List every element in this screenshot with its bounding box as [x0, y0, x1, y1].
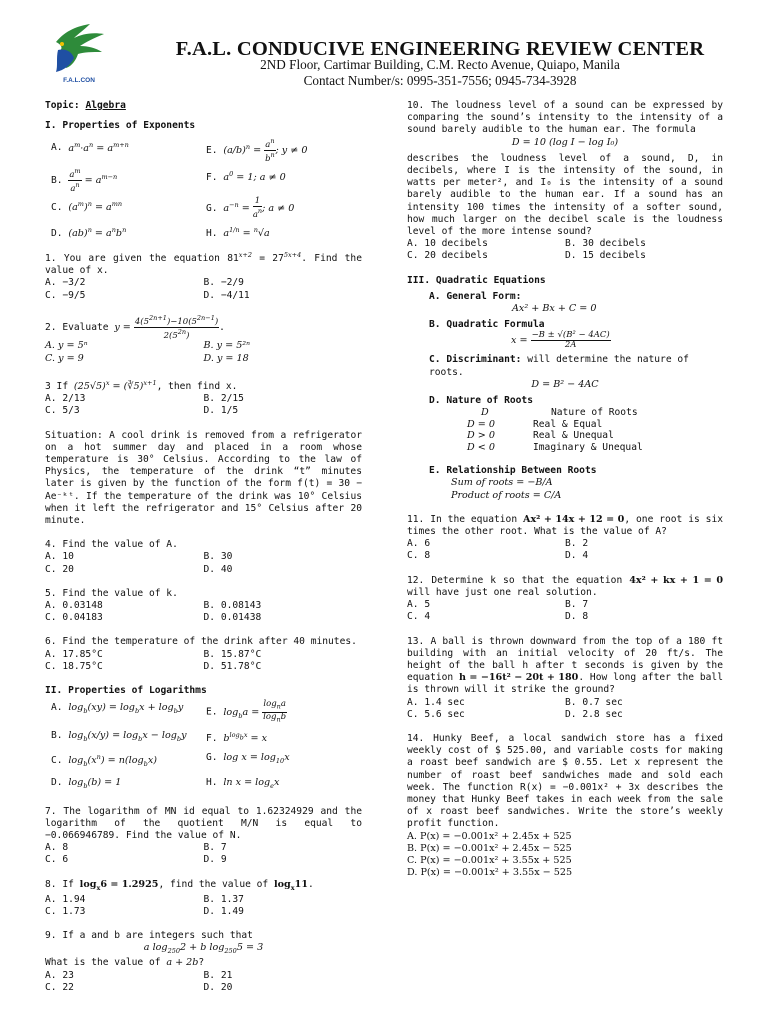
q14-options	[407, 831, 723, 880]
log-rule-g: G. $\log x = \log_{10}x$	[206, 751, 290, 765]
question-13: 13. A ball is thrown downward from the top of a 180 ft building with an initial velocity of 20 ft/s. The height of the ball h after t seconds is given by the equation h = −16t² − 20t + 180. How long after the ball is thrown will it strike the ground?	[407, 635, 723, 696]
option: B. 1.37	[203, 893, 244, 905]
option: B. −2/9	[203, 277, 244, 289]
option: B. 30	[203, 551, 233, 563]
log-rule-f: F. $b^{log_bx} = x$	[206, 730, 268, 744]
rule-c: C. $(a^m)^n = a^{mn}$	[51, 199, 123, 213]
question-7: 7. The logarithm of MN id equal to 1.62324929 and the logarithm of the quotient M/N is equal to −0.066946789. Find the value of N.	[45, 805, 362, 841]
logo-text: F.A.L.CON	[63, 77, 95, 84]
question-8: 8. If $\log_x6 = 1.2925$, find the value of $\log_x11$.	[45, 878, 314, 892]
question-10: 10. The loudness level of a sound can be expressed by comparing the sound’s intensity to the intensity of a sound barely audible to the human ear. The formula	[407, 100, 723, 136]
product-of-roots: Product of roots = C/A	[451, 489, 562, 501]
q3-options	[45, 393, 362, 417]
option: B. 2/15	[203, 393, 244, 405]
rule-b: B. $\frac{a^m}{a^n}$ = $a^{m-n}$	[51, 167, 118, 194]
exponent-rules	[45, 137, 362, 240]
q11-options	[407, 538, 723, 562]
org-name: F.A.L. CONDUCIVE ENGINEERING REVIEW CENTER	[175, 38, 705, 60]
option: D. 40	[203, 563, 233, 575]
rule-a: A. $a^m\cdot a^n = a^{m+n}$	[51, 140, 129, 154]
right-column	[407, 100, 723, 879]
option: A. 23	[45, 969, 74, 981]
org-address	[150, 57, 730, 88]
rule-g: G. $a^{-n}$ = $\frac{1}{a^n}$ ; a ≠ 0	[206, 195, 295, 220]
option: D. 15 decibels	[565, 250, 646, 262]
option: C. −9/5	[45, 289, 86, 301]
option: C. 4	[407, 611, 431, 623]
log-rule-c: C. $\log_b(x^n) = n(\log_bx)$	[51, 752, 157, 768]
eagle-logo-icon	[48, 22, 110, 88]
option: D. −4/11	[203, 289, 250, 301]
option: C. 5/3	[45, 405, 80, 417]
quadratic-formula: x = $\frac{\text{−B ± √(B² − 4AC)}}{2A}$	[511, 330, 610, 351]
option: A. P(x) = −0.001x² + 2.45x + 525	[407, 830, 572, 842]
option: A. −3/2	[45, 277, 86, 289]
option: C. P(x) = −0.001x² + 3.55x + 525	[407, 854, 572, 866]
situation-text: Situation: A cool drink is removed from a refrigerator on a hot summer day and placed in a room whose temperature is 30° Celsius. According to the law of Physics, the temperature of the drink “t” minutes later is given by the function of the form f(t) = 30 − Ae⁻ᵏᵗ. If the temperature of the drink was 10° Celsius when it left the refrigerator and 15° Celsius after 20 minute.	[45, 429, 362, 527]
q9-options	[45, 970, 362, 994]
option: D. y = 18	[203, 352, 249, 364]
rule-h: H. $a^{1/n} = ^n√a$	[206, 225, 270, 239]
address-line: 2ND Floor, Cartimar Building, C.M. Recto Avenue, Quiapo, Manila	[260, 57, 620, 72]
nature-head: Nature of Roots	[551, 407, 638, 419]
option: B. 2	[565, 538, 589, 550]
option: A. 10 decibels	[407, 238, 488, 250]
option: A. 1.94	[45, 893, 86, 905]
question-9: 9. If a and b are integers such that	[45, 930, 253, 942]
option: B. 7	[203, 842, 227, 854]
option: C. 5.6 sec	[407, 708, 465, 720]
q10-body: describes the loudness level of a sound, D, in decibels, where I is the intensity of the sound, in watts per meter², and I₀ is the intensity of a sound barely audible to the human ear. If a sound has an intensity 100 times the intensity of a softer sound, how much larger on the decibel scale is the loudness level of the more intense sound?	[407, 152, 723, 238]
nature-cond: D < 0	[467, 441, 495, 453]
quadratic-formula-label: B. Quadratic Formula	[429, 319, 545, 331]
option: D. 9	[203, 854, 227, 866]
option: B. 0.08143	[203, 600, 262, 612]
discriminant-formula: D = B² − 4AC	[531, 378, 599, 390]
q8-options	[45, 894, 362, 918]
option: A. y = 5ⁿ	[45, 340, 88, 352]
nature-desc: Real & Unequal	[533, 430, 614, 442]
question-6: 6. Find the temperature of the drink after 40 minutes.	[45, 636, 357, 648]
q7-options	[45, 842, 362, 866]
log-rule-d: D. $\log_b(b) = 1$	[51, 776, 122, 790]
option: C. 1.73	[45, 905, 86, 917]
left-column	[45, 100, 362, 994]
log-rule-h: H. $\ln x = \log_ex$	[206, 776, 280, 790]
rule-d: D. $(ab)^n = a^nb^n$	[51, 225, 127, 239]
nature-desc: Imaginary & Unequal	[533, 441, 643, 453]
option: B. 30 decibels	[565, 238, 646, 250]
option: A. 1.4 sec	[407, 696, 465, 708]
question-5: 5. Find the value of k.	[45, 587, 178, 599]
general-form: Ax² + Bx + C = 0	[512, 303, 597, 315]
question-4: 4. Find the value of A.	[45, 539, 178, 551]
question-2: 2. Evaluate y = $\frac{4(5^{2n+1})-10(5^{2n-1})}{2(5^{2n})}$ .	[45, 313, 225, 341]
topic-label: Topic:	[45, 100, 80, 111]
option: B. P(x) = −0.001x² + 2.45x − 525	[407, 842, 572, 854]
option: D. 51.78°C	[203, 660, 262, 672]
option: C. 6	[45, 854, 69, 866]
log-rules	[45, 700, 362, 793]
option: C. 8	[407, 550, 431, 562]
option: A. 17.85°C	[45, 648, 103, 660]
topic-value: Algebra	[85, 100, 126, 111]
option: A. 5	[407, 599, 431, 611]
relationship-label: E. Relationship Between Roots	[429, 465, 597, 477]
option: C. y = 9	[45, 352, 84, 364]
q10-options	[407, 238, 723, 262]
q1-options	[45, 277, 362, 301]
topic-line	[45, 100, 362, 112]
question-11: 11. In the equation Ax² + 14x + 12 = 0, one root is six times the other root. What is the value of A?	[407, 513, 724, 538]
option: A. 2/13	[45, 393, 86, 405]
q13-options	[407, 697, 723, 721]
contact-line: Contact Number/s: 0995-351-7556; 0945-734-3928	[303, 72, 577, 88]
discriminant-text: C. Discriminant: will determine the nature of roots.	[429, 354, 689, 378]
letterhead	[0, 0, 768, 98]
option: C. 20 decibels	[407, 250, 488, 262]
option: B. 7	[565, 599, 589, 611]
q10-formula: D = 10 (log I − log I₀)	[511, 136, 619, 148]
nature-cond: D > 0	[467, 430, 495, 442]
question-3: 3 If $(25√5)^x$ = (∛5)$^{x+1}$, then find x.	[45, 378, 238, 392]
nature-desc: Real & Equal	[533, 418, 603, 430]
q5-options	[45, 600, 362, 624]
option: D. 1.49	[203, 905, 244, 917]
q4-options	[45, 551, 362, 575]
nature-label: D. Nature of Roots	[429, 395, 533, 407]
q6-options	[45, 649, 362, 673]
option: B. y = 5²ⁿ	[203, 340, 251, 352]
option: C. 18.75°C	[45, 660, 103, 672]
nature-table	[407, 407, 723, 453]
option: D. 1/5	[203, 405, 239, 417]
option: D. 4	[565, 550, 589, 562]
q12-options	[407, 599, 723, 623]
log-rule-a: A. $\log_b(xy) = \log_bx + \log_by$	[51, 702, 184, 716]
section-quadratic: III. Quadratic Equations	[407, 274, 546, 286]
option: D. 2.8 sec	[565, 708, 623, 720]
option: A. 6	[407, 538, 431, 550]
question-1: 1. You are given the equation $81^{x+2} = 27^{5x+4}$. Find the value of x.	[45, 250, 362, 277]
nature-cond: D = 0	[467, 418, 495, 430]
general-form-label: A. General Form:	[429, 290, 522, 302]
option: B. 21	[203, 969, 233, 981]
q2-options	[45, 340, 362, 364]
option: B. 15.87°C	[203, 648, 262, 660]
option: A. 8	[45, 842, 69, 854]
option: D. P(x) = −0.001x² + 3.55x − 525	[407, 867, 573, 879]
option: A. 0.03148	[45, 600, 103, 612]
section-exponents: I. Properties of Exponents	[45, 120, 196, 132]
option: D. 0.01438	[203, 612, 262, 624]
question-12: 12. Determine k so that the equation 4x² + kx + 1 = 0 will have just one real solution.	[407, 574, 723, 598]
section-logarithms: II. Properties of Logarithms	[45, 685, 207, 697]
nature-head: D	[481, 407, 489, 419]
option: C. 20	[45, 563, 74, 575]
option: A. 10	[45, 551, 74, 563]
log-rule-e: E. $\log_ba$ = $\frac{\log_na}{\log_nb}$	[206, 699, 287, 724]
rule-f: F. $a^0 = 1$; a ≠ 0	[206, 170, 286, 184]
sum-of-roots: Sum of roots = −B/A	[451, 477, 553, 489]
option: D. 8	[565, 611, 589, 623]
option: D. 20	[203, 981, 233, 993]
option: C. 0.04183	[45, 612, 103, 624]
rule-e: E. $(a/b)^n$ = $\frac{a^n}{b^n}$ ; y ≠ 0	[206, 137, 308, 165]
q9-question: What is the value of a + 2b?	[45, 957, 205, 969]
log-rule-b: B. $\log_b(x/y) = \log_bx - \log_by$	[51, 729, 187, 743]
q9-equation: a $\log_{250}2 + b$ $\log_{250}5 = 3$	[143, 942, 264, 956]
option: B. 0.7 sec	[565, 696, 623, 708]
option: C. 22	[45, 981, 74, 993]
question-14: 14. Hunky Beef, a local sandwich store has a fixed weekly cost of $ 525.00, and variable costs for making a roast beef sandwich are $ 0.55. Let x represent the number of roast beef sandwiches made and sold each week. The function R(x) = −0.001x² + 3x describes the money that Hunky Beef takes in each week from the sale of x roast beef sandwiches. Write the store’s weekly profit function.	[407, 732, 723, 830]
